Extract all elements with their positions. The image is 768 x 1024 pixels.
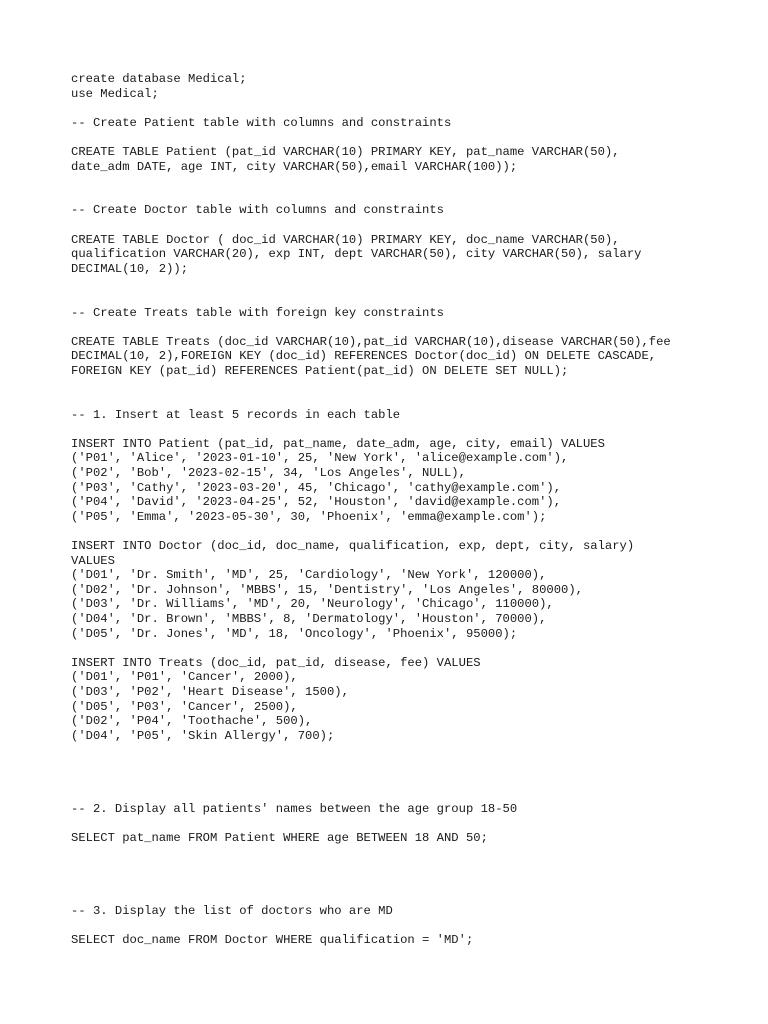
code-line: use Medical; <box>71 86 159 101</box>
code-line: ('D03', 'Dr. Williams', 'MD', 20, 'Neurology', 'Chicago', 110000), <box>71 597 554 612</box>
blank-line <box>71 276 751 291</box>
code-line: ('D04', 'Dr. Brown', 'MBBS', 8, 'Dermatology', 'Houston', 70000), <box>71 611 547 626</box>
code-line: INSERT INTO Patient (pat_id, pat_name, date_adm, age, city, email) VALUES <box>71 436 605 451</box>
comment-line: -- 2. Display all patients' names between the age group 18-50 <box>71 801 518 816</box>
blank-line <box>71 918 751 933</box>
code-line: ('P02', 'Bob', '2023-02-15', 34, 'Los Angeles', NULL), <box>71 466 466 481</box>
blank-line <box>71 845 751 860</box>
blank-line <box>71 291 751 306</box>
blank-line <box>71 174 751 189</box>
blank-line <box>71 743 751 758</box>
code-line: SELECT pat_name FROM Patient WHERE age BETWEEN 18 AND 50; <box>71 830 488 845</box>
code-line: ('D02', 'P04', 'Toothache', 500), <box>71 714 313 729</box>
code-line: SELECT doc_name FROM Doctor WHERE qualification = 'MD'; <box>71 933 474 948</box>
comment-line: -- Create Patient table with columns and constraints <box>71 115 452 130</box>
code-line: VALUES <box>71 553 115 568</box>
blank-line <box>71 773 751 788</box>
code-line: ('P04', 'David', '2023-04-25', 52, 'Houston', 'david@example.com'), <box>71 495 562 510</box>
comment-line: -- Create Doctor table with columns and constraints <box>71 203 444 218</box>
code-line: FOREIGN KEY (pat_id) REFERENCES Patient(pat_id) ON DELETE SET NULL); <box>71 363 569 378</box>
blank-line <box>71 130 751 145</box>
code-line: ('D05', 'Dr. Jones', 'MD', 18, 'Oncology', 'Phoenix', 95000); <box>71 626 518 641</box>
code-line: ('P05', 'Emma', '2023-05-30', 30, 'Phoenix', 'emma@example.com'); <box>71 509 547 524</box>
code-line: ('D01', 'Dr. Smith', 'MD', 25, 'Cardiology', 'New York', 120000), <box>71 568 547 583</box>
code-line: ('D05', 'P03', 'Cancer', 2500), <box>71 699 298 714</box>
code-line: ('D01', 'P01', 'Cancer', 2000), <box>71 670 298 685</box>
blank-line <box>71 422 751 437</box>
code-line: ('D03', 'P02', 'Heart Disease', 1500), <box>71 684 349 699</box>
blank-line <box>71 787 751 802</box>
code-line: ('D02', 'Dr. Johnson', 'MBBS', 15, 'Dentistry', 'Los Angeles', 80000), <box>71 582 583 597</box>
code-line: qualification VARCHAR(20), exp INT, dept VARCHAR(50), city VARCHAR(50), salary <box>71 247 642 262</box>
blank-line <box>71 218 751 233</box>
code-line: CREATE TABLE Treats (doc_id VARCHAR(10),pat_id VARCHAR(10),disease VARCHAR(50),fee <box>71 334 671 349</box>
blank-line <box>71 758 751 773</box>
blank-line <box>71 860 751 875</box>
blank-line <box>71 889 751 904</box>
blank-line <box>71 320 751 335</box>
blank-line <box>71 378 751 393</box>
code-line: CREATE TABLE Patient (pat_id VARCHAR(10) PRIMARY KEY, pat_name VARCHAR(50), <box>71 144 620 159</box>
code-line: ('P03', 'Cathy', '2023-03-20', 45, 'Chicago', 'cathy@example.com'), <box>71 480 562 495</box>
blank-line <box>71 393 751 408</box>
blank-line <box>71 641 751 656</box>
code-line: date_adm DATE, age INT, city VARCHAR(50),email VARCHAR(100)); <box>71 159 518 174</box>
comment-line: -- Create Treats table with foreign key constraints <box>71 305 444 320</box>
comment-line: -- 3. Display the list of doctors who are MD <box>71 903 393 918</box>
code-line: ('P01', 'Alice', '2023-01-10', 25, 'New York', 'alice@example.com'), <box>71 451 569 466</box>
code-line: DECIMAL(10, 2),FOREIGN KEY (doc_id) REFERENCES Doctor(doc_id) ON DELETE CASCADE, <box>71 349 657 364</box>
blank-line <box>71 101 751 116</box>
code-line: INSERT INTO Treats (doc_id, pat_id, disease, fee) VALUES <box>71 655 481 670</box>
code-line: CREATE TABLE Doctor ( doc_id VARCHAR(10) PRIMARY KEY, doc_name VARCHAR(50), <box>71 232 620 247</box>
sql-code-block <box>71 72 751 948</box>
comment-line: -- 1. Insert at least 5 records in each table <box>71 407 401 422</box>
code-line: INSERT INTO Doctor (doc_id, doc_name, qualification, exp, dept, city, salary) <box>71 539 635 553</box>
code-line: create database Medical; <box>71 72 247 86</box>
blank-line <box>71 189 751 204</box>
blank-line <box>71 816 751 831</box>
code-line: DECIMAL(10, 2)); <box>71 261 189 276</box>
blank-line <box>71 524 751 539</box>
code-line: ('D04', 'P05', 'Skin Allergy', 700); <box>71 728 335 743</box>
blank-line <box>71 875 751 890</box>
